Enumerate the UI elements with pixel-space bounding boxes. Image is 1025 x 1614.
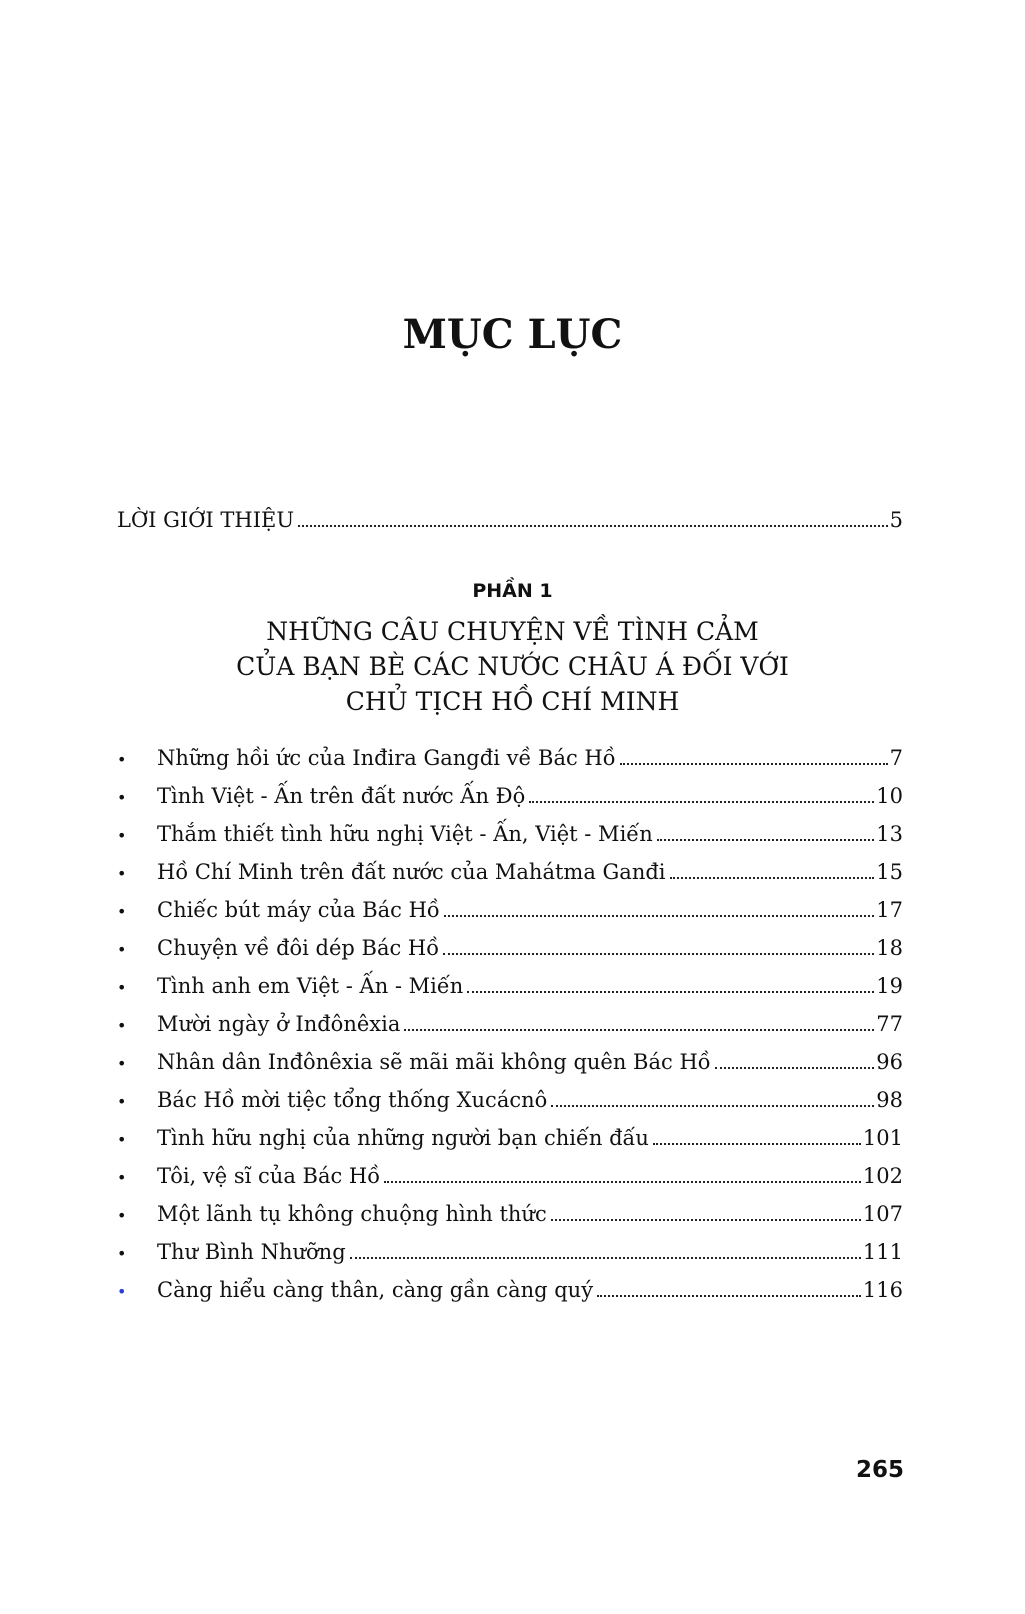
- toc-entry-title: Nhân dân Inđônêxia sẽ mãi mãi không quên Bác Hồ: [157, 1050, 711, 1074]
- toc-entry-title: Thắm thiết tình hữu nghị Việt - Ấn, Việt - Miến: [157, 822, 653, 846]
- dot-leader: [551, 1105, 874, 1107]
- toc-entry-page: 116: [862, 1278, 903, 1302]
- dot-leader: [298, 525, 888, 527]
- bullet-icon: •: [117, 940, 127, 959]
- dot-leader: [443, 953, 874, 955]
- page-title: MỤC LỤC: [402, 311, 623, 358]
- dot-leader: [404, 1029, 874, 1031]
- part-title-line: NHỮNG CÂU CHUYỆN VỀ TÌNH CẢM: [266, 617, 759, 646]
- toc-entry-intro[interactable]: [117, 502, 903, 539]
- toc-entry-title: Những hồi ức của Inđira Gangđi về Bác Hồ: [157, 746, 616, 770]
- bullet-icon: •: [117, 1092, 127, 1111]
- toc-list: [117, 740, 903, 1310]
- toc-entry-page: 107: [862, 1202, 903, 1226]
- toc-entry-page: 77: [876, 1012, 903, 1036]
- toc-entry-page: 98: [876, 1088, 903, 1112]
- toc-entry-page: 96: [876, 1050, 903, 1074]
- part-title-line: CỦA BẠN BÈ CÁC NƯỚC CHÂU Á ĐỐI VỚI: [236, 652, 789, 681]
- toc-entry-title: Bác Hồ mời tiệc tổng thống Xucácnô: [157, 1088, 548, 1112]
- dot-leader: [350, 1257, 861, 1259]
- toc-entry[interactable]: [117, 1158, 903, 1196]
- toc-entry[interactable]: [117, 968, 903, 1006]
- toc-entry-title: Tôi, vệ sĩ của Bác Hồ: [157, 1164, 381, 1188]
- toc-entry[interactable]: [117, 1082, 903, 1120]
- dot-leader: [467, 991, 874, 993]
- dot-leader: [529, 801, 874, 803]
- toc-entry-page: 13: [876, 822, 903, 846]
- toc-entry-title: Thư Bình Nhưỡng: [157, 1240, 346, 1264]
- toc-entry-title: Tình hữu nghị của những người bạn chiến đấu: [157, 1126, 649, 1150]
- toc-entry-title: LỜI GIỚI THIỆU: [117, 508, 295, 532]
- toc-entry-page: 10: [876, 784, 903, 808]
- toc-entry[interactable]: [117, 778, 903, 816]
- dot-leader: [715, 1067, 875, 1069]
- toc-entry[interactable]: [117, 816, 903, 854]
- toc-entry-title: Tình anh em Việt - Ấn - Miến: [157, 974, 464, 998]
- dot-leader: [551, 1219, 861, 1221]
- toc-entry[interactable]: [117, 930, 903, 968]
- toc-entry[interactable]: [117, 1006, 903, 1044]
- dot-leader: [620, 763, 888, 765]
- bullet-icon: •: [117, 1282, 127, 1301]
- toc-entry-page: 17: [876, 898, 903, 922]
- toc-entry[interactable]: [117, 740, 903, 778]
- toc-entry-page: 18: [876, 936, 903, 960]
- bullet-icon: •: [117, 1206, 127, 1225]
- toc-entry-page: 19: [876, 974, 903, 998]
- toc-entry[interactable]: [117, 1044, 903, 1082]
- dot-leader: [670, 877, 875, 879]
- bullet-icon: •: [117, 1244, 127, 1263]
- toc-entry-title: Mười ngày ở Inđônêxia: [157, 1012, 401, 1036]
- dot-leader: [653, 1143, 861, 1145]
- toc-entry-page: 101: [862, 1126, 903, 1150]
- toc-entry-page: 7: [889, 746, 903, 770]
- bullet-icon: •: [117, 1168, 127, 1187]
- dot-leader: [657, 839, 875, 841]
- toc-entry[interactable]: [117, 854, 903, 892]
- bullet-icon: •: [117, 978, 127, 997]
- bullet-icon: •: [117, 1130, 127, 1149]
- toc-entry[interactable]: [117, 892, 903, 930]
- dot-leader: [384, 1181, 861, 1183]
- toc-entry-title: Chuyện về đôi dép Bác Hồ: [157, 936, 440, 960]
- toc-entry-title: Tình Việt - Ấn trên đất nước Ấn Độ: [157, 784, 526, 808]
- toc-entry-title: Chiếc bút máy của Bác Hồ: [157, 898, 440, 922]
- toc-entry-page: 15: [876, 860, 903, 884]
- toc-entry-title: Càng hiểu càng thân, càng gần càng quý: [157, 1278, 594, 1302]
- toc-entry-page: 102: [862, 1164, 903, 1188]
- part-title: [0, 614, 1025, 719]
- toc-entry-page: 5: [889, 508, 903, 532]
- bullet-icon: •: [117, 1016, 127, 1035]
- bullet-icon: •: [117, 1054, 127, 1073]
- toc-entry[interactable]: [117, 1196, 903, 1234]
- dot-leader: [597, 1295, 861, 1297]
- part-label: PHẦN 1: [472, 580, 553, 602]
- bullet-icon: •: [117, 864, 127, 883]
- toc-entry[interactable]: [117, 1120, 903, 1158]
- part-title-line: CHỦ TỊCH HỒ CHÍ MINH: [345, 687, 680, 716]
- toc-entry[interactable]: [117, 1234, 903, 1272]
- bullet-icon: •: [117, 788, 127, 807]
- toc-entry[interactable]: [117, 1272, 903, 1310]
- toc-entry-title: Hồ Chí Minh trên đất nước của Mahátma Ganđi: [157, 860, 666, 884]
- toc-entry-title: Một lãnh tụ không chuộng hình thức: [157, 1202, 547, 1226]
- dot-leader: [444, 915, 875, 917]
- bullet-icon: •: [117, 750, 127, 769]
- page-number: 265: [855, 1457, 904, 1483]
- bullet-icon: •: [117, 826, 127, 845]
- toc-entry-page: 111: [862, 1240, 903, 1264]
- bullet-icon: •: [117, 902, 127, 921]
